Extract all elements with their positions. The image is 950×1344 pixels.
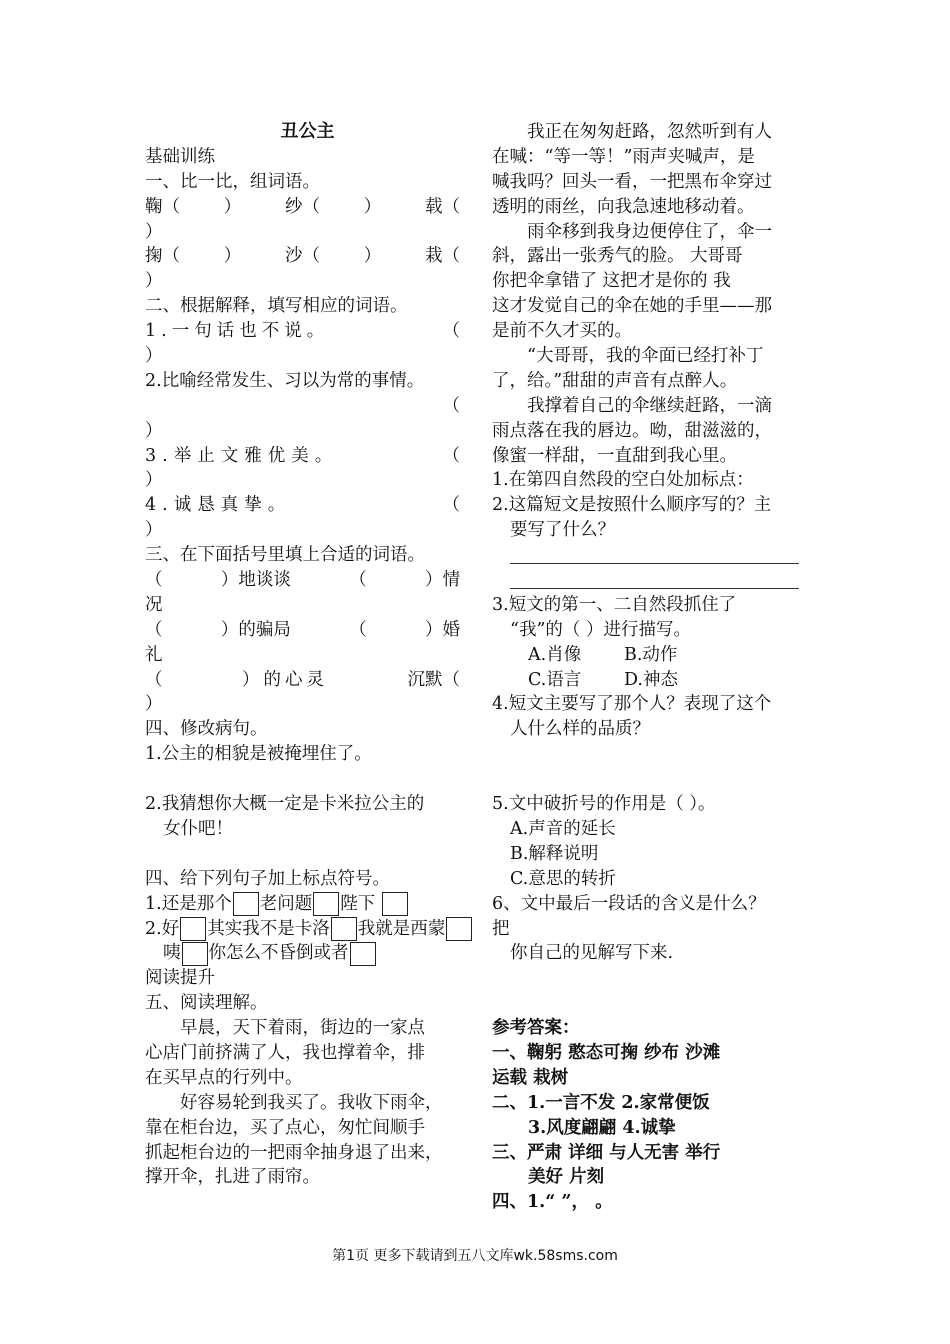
right-column [492,120,807,1215]
q1-row1-a: 鞠（ [145,196,180,217]
q3-row3-cont: ） [145,694,163,715]
para4-line1: 雨伞移到我身边便停住了，伞一 [527,221,772,242]
q3-row3 [145,668,460,693]
left-column [145,120,460,1190]
q3-row1-b: ）地谈谈 [220,570,291,591]
rq3-options-row1 [492,643,807,668]
option-c: C.语言 [528,669,582,690]
q2-item3-text: 3.举止文雅优美。 [145,445,339,466]
q3-row3-b: ）的心灵 [242,669,328,690]
rq4b: 人什么样的品质？ [510,719,650,740]
q3-heading: 三、在下面括号里填上合适的词语。 [145,545,425,566]
q2-item1-close: ） [145,346,163,367]
q2-item4-close: ） [145,520,163,541]
q2-item3 [145,444,460,469]
q1-row1-close: ） [145,221,163,242]
section-basic: 基础训练 [145,146,215,167]
para4-line5: 是前不久才买的。 [492,321,632,342]
punct-box[interactable] [331,917,357,941]
section-reading: 阅读提升 [145,968,215,989]
rq5-option-b: B.解释说明 [510,843,599,864]
para3-line3: 喊我吗？回头一看，一把黑布伞穿过 [492,171,772,192]
para6-line3: 像蜜一样甜，一直甜到我心里。 [492,445,737,466]
q3-row2 [145,618,460,643]
answer-2b: 3.风度翩翩 4.诚挚 [528,1117,676,1138]
q3-row1-d: ）情 [424,570,460,591]
para3-line4: 透明的雨丝，向我急速地移动着。 [492,196,755,217]
para2-line2: 靠在柜台边，买了点心，匆忙间顺手 [145,1117,425,1138]
q4b-heading: 四、给下列句子加上标点符号。 [145,868,390,889]
para4-line4: 这才发觉自己的伞在她的手里——那 [492,296,772,317]
q4b-p1-a: 1.还是那个 [145,893,232,914]
q1-row1-e: 载（ [425,196,460,217]
rq3b: “我”的（ ）进行描写。 [510,619,691,640]
para2-line4: 撑开伞，扎进了雨帘。 [145,1167,320,1188]
q2-item2-close: ） [145,420,163,441]
para3-line1: 我正在匆匆赶路，忽然听到有人 [527,122,772,142]
q4b-p2-a: 2.好 [145,918,180,939]
rq6c: 你自己的见解写下来. [510,943,674,964]
q1-row2-close: ） [145,271,163,292]
punct-box[interactable] [233,892,259,916]
option-a: A.肖像 [528,644,582,665]
q4b-p2-b: 其实我不是卡洛 [207,918,330,939]
q2-item2-paren: （ [442,395,460,416]
para4-line3: 你把伞拿错了 这把才是你的 我 [492,271,731,292]
rq5-option-a: A.声音的延长 [510,818,616,839]
page-title: 丑公主 [280,121,335,142]
q3-row2-c: （ [349,619,367,640]
q1-row2-a: 掬（ [145,246,180,267]
q4b-p1-b: 老问题 [259,893,313,914]
q3-row3-a: （ [145,669,163,690]
answers-heading: 参考答案： [492,1018,580,1039]
para4-line2: 斜，露出一张秀气的脸。 大哥哥 [492,246,743,267]
q2-heading: 二、根据解释，填写相应的词语。 [145,296,408,317]
rq4a: 4.短文主要写了那个人？表现了这个 [492,694,772,715]
q1-row2-d: ） [363,246,382,267]
q1-heading: 一、比一比，组词语。 [145,171,320,192]
q3-row1-cont: 况 [145,594,163,615]
para6-line1: 我撑着自己的伞继续赶路，一滴 [527,395,772,416]
rq5: 5.文中破折号的作用是（ ）。 [492,794,716,815]
para6-line2: 雨点落在我的唇边。呦，甜滋滋的， [492,420,772,441]
q2-item4 [145,493,460,518]
rq2a: 2.这篇短文是按照什么顺序写的？主 [492,495,772,516]
answer-3a: 三、严肃 详细 与人无害 举行 [492,1142,721,1163]
answer-4: 四、1.“ ”， 。 [492,1192,613,1213]
q3-row2-b: ）的骗局 [220,619,291,640]
q4b-p1-c: 陛下 [340,893,376,914]
q4b-p3 [145,941,460,966]
q2-item1 [145,319,460,344]
q4b-p2-c: 我就是西蒙 [357,918,446,939]
answer-line[interactable] [510,588,799,589]
q3-row2-d: ）婚 [424,619,460,640]
option-d: D.神态 [624,669,678,690]
punct-box[interactable] [446,917,472,941]
punct-box[interactable] [182,942,208,966]
punct-box[interactable] [180,917,206,941]
para5-line1: “大哥哥，我的伞面已经打补丁 [527,346,764,367]
q4-sentence2b: 女仆吧！ [163,818,233,839]
para1-line2: 心店门前挤满了人，我也撑着伞，排 [145,1042,425,1063]
para3-line2: 在喊：“等一等！”雨声夹喊声，是 [492,146,755,167]
answer-2a: 二、1.一言不发 2.家常便饭 [492,1092,710,1113]
q4-heading: 四、修改病句。 [145,719,268,740]
rq2b: 要写了什么？ [510,520,615,541]
q1-row2-b: ） [223,246,242,267]
q2-item3-paren: （ [442,445,460,466]
option-b: B.动作 [624,644,678,665]
rq5-option-c: C.意思的转折 [510,868,616,889]
q2-item2-text: 2.比喻经常发生、习以为常的事情。 [145,370,425,391]
q3-row3-c: 沉默（ [407,669,460,690]
q1-row2-e: 栽（ [425,246,460,267]
answer-1b: 运载 栽树 [492,1067,569,1088]
q3-row2-cont: 礼 [145,644,163,665]
answer-3b: 美好 片刻 [528,1167,605,1188]
q1-row2 [145,244,460,269]
q2-item1-paren: （ [442,321,460,342]
q5-heading: 五、阅读理解。 [145,993,268,1014]
q1-row1-c: 纱（ [285,196,320,217]
q4-sentence1: 1.公主的相貌是被掩埋住了。 [145,744,372,765]
punct-box[interactable] [350,942,376,966]
q2-item3-close: ） [145,470,163,491]
para1-line1: 早晨，天下着雨，街边的一家点 [180,1018,425,1039]
q4b-p1 [145,892,460,917]
q1-row2-c: 沙（ [285,246,320,267]
q2-item4-text: 4.诚恳真挚。 [145,495,292,516]
para2-line1: 好容易轮到我买了。我收下雨伞， [180,1092,443,1113]
q1-row1 [145,195,460,220]
q3-row1-c: （ [349,570,367,591]
q2-item4-paren: （ [442,495,460,516]
q3-row2-a: （ [145,619,163,640]
answer-line[interactable] [510,563,799,564]
q1-row1-b: ） [223,196,242,217]
q4b-p2 [145,917,460,942]
rq6b: 把 [492,918,510,939]
q2-item1-text: 1.一句话也不说。 [145,321,330,342]
rq6a: 6、文中最后一段话的含义是什么？ [492,893,766,914]
q1-row1-d: ） [363,196,382,217]
rq3a: 3.短文的第一、二自然段抓住了 [492,594,737,615]
q4b-p3-b: 你怎么不昏倒或者 [208,943,349,964]
punct-box[interactable] [382,892,408,916]
rq1: 1.在第四自然段的空白处加标点： [492,470,754,491]
rq3-options-row2 [492,668,807,693]
q4b-p3-a: 咦 [163,943,181,964]
answer-1a: 一、鞠躬 憨态可掬 纱布 沙滩 [492,1042,721,1063]
page-footer: 第1页 更多下载请到五八文库wk.58sms.com [332,1248,618,1264]
q4-sentence2a: 2.我猜想你大概一定是卡米拉公主的 [145,794,425,815]
para1-line3: 在买早点的行列中。 [145,1067,303,1088]
punct-box[interactable] [313,892,339,916]
q3-row1-a: （ [145,570,163,591]
para2-line3: 抓起柜台边的一把雨伞抽身退了出来， [145,1142,443,1163]
q3-row1 [145,568,460,593]
para5-line2: 了，给。”甜甜的声音有点醉人。 [492,370,738,391]
